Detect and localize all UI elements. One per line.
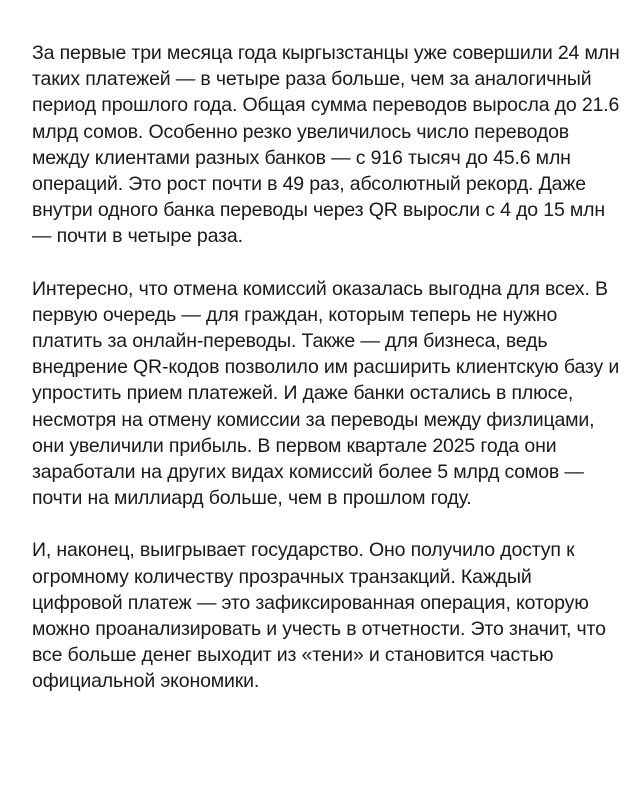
paragraph-commission-benefits: Интересно, что отмена комиссий оказалась выгодна для всех. В первую очередь — для граждан, которым теперь не нужно платить за онлайн-переводы. Также — для бизнеса, ведь внедрение QR-кодов позволило им расширить клиентскую базу и упростить прием платежей. И даже банки остались в плюсе, несмотря на отмену комиссии за переводы между физлицами, они увеличили прибыль. В первом квартале 2025 года они заработали на других видах комиссий более 5 млрд сомов — почти на миллиард больше, чем в прошлом году.	[32, 277, 620, 510]
paragraph-payments-growth: За первые три месяца года кыргызстанцы уже совершили 24 млн таких платежей — в четыре раза больше, чем за аналогичный период прошлого года. Общая сумма переводов выросла до 21.6 млрд сомов. Особенно резко увеличилось число переводов между клиентами разных банков — с 916 тысяч до 45.6 млн операций. Это рост почти в 49 раз, абсолютный рекорд. Даже внутри одного банка переводы через QR выросли с 4 до 15 млн — почти в четыре раза.	[32, 42, 620, 248]
paragraph-state-benefits: И, наконец, выигрывает государство. Оно получило доступ к огромному количеству прозрачных транзакций. Каждый цифровой платеж — это зафиксированная операция, которую можно проанализировать и учесть в отчетности. Это значит, что все больше денег выходит из «тени» и становится частью официальной экономики.	[32, 539, 606, 693]
article-body	[32, 40, 622, 695]
